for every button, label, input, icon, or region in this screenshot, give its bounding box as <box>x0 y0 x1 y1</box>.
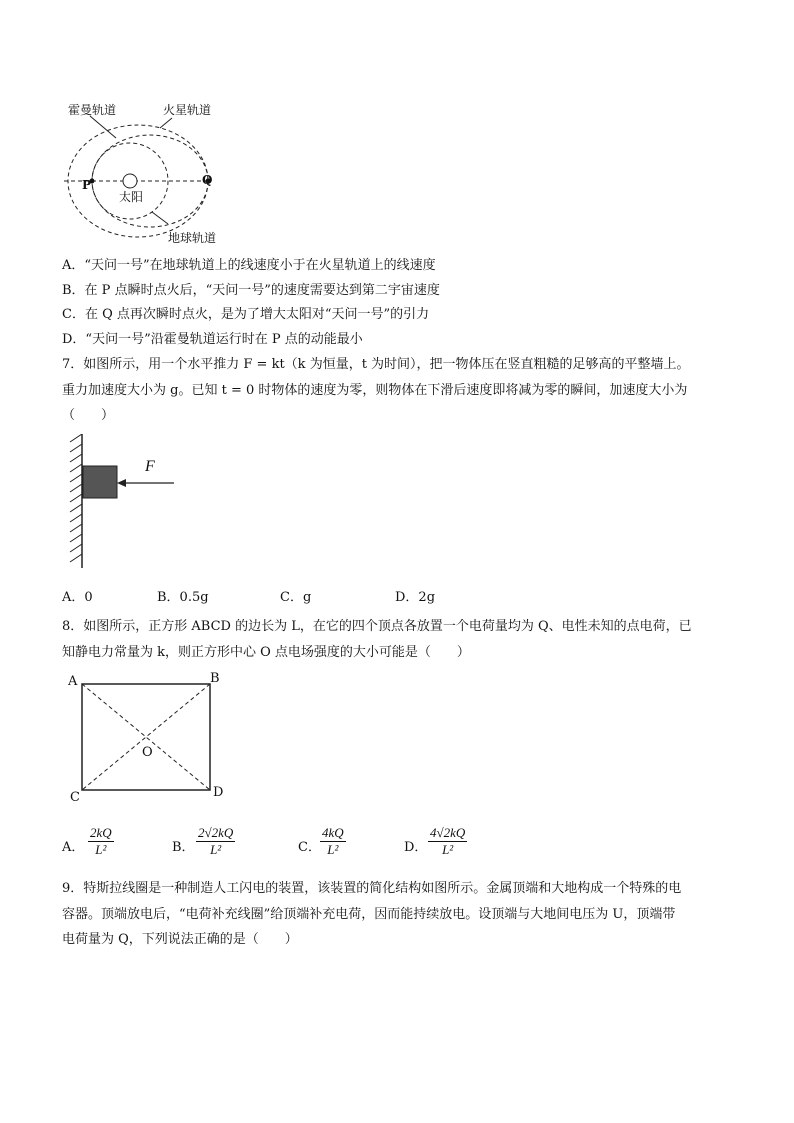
hohmann-orbit-label: 霍曼轨道 <box>68 103 117 117</box>
q8-option-c-denominator: L² <box>327 842 339 857</box>
q8-option-a-numerator: 2kQ <box>90 825 112 840</box>
q8-stem-line2: 知静电力常量为 k，则正方形中心 O 点电场强度的大小可能是（ ） <box>62 645 470 660</box>
force-arrow-head <box>117 479 126 487</box>
sun-label: 太阳 <box>119 190 144 204</box>
earth-orbit-label: 地球轨道 <box>168 231 217 245</box>
q9-stem-line3: 电荷量为 Q，下列说法正确的是（ ） <box>62 932 298 947</box>
mars-orbit-label: 火星轨道 <box>163 103 212 117</box>
q8-stem-line1: 8．如图所示，正方形 ABCD 的边长为 L，在它的四个顶点各放置一个电荷量均为 Q、电性未知的点电荷，已 <box>62 619 692 634</box>
q9-stem-line2: 容器。顶端放电后，“电荷补充线圈”给顶端补充电荷，因而能持续放电。设顶端与大地间电压为 U，顶端带 <box>62 907 676 922</box>
q6-option-d: D．“天问一号”沿霍曼轨道运行时在 P 点的动能最小 <box>62 332 363 347</box>
sun-circle <box>123 174 137 188</box>
q7-stem-line2: 重力加速度大小为 g。已知 t = 0 时物体的速度为零，则物体在下滑后速度即将减为零的瞬间，加速度大小为 <box>62 383 688 398</box>
q7-option-c: C．g <box>280 590 312 605</box>
hohmann-leader <box>90 116 116 138</box>
mars-leader <box>160 118 172 128</box>
q8-option-a-fraction <box>88 825 114 858</box>
q8-option-c-fraction <box>320 825 346 858</box>
center-o-label: O <box>142 745 153 760</box>
q9-stem-line1: 9．特斯拉线圈是一种制造人工闪电的装置，该装置的简化结构如图所示。金属顶端和大地构成一个特殊的电 <box>62 881 682 896</box>
q8-option-b-numerator: 2√2kQ <box>198 825 234 840</box>
q8-option-c-numerator: 4kQ <box>322 825 344 840</box>
vertex-a-label: A <box>68 674 78 689</box>
block <box>83 466 117 498</box>
q8-option-d-denominator: L² <box>442 842 454 857</box>
vertex-d-label: D <box>213 785 224 800</box>
q7-option-a: A．0 <box>62 590 93 605</box>
q8-option-a-letter: A． <box>62 840 85 855</box>
q7-option-b: B．0.5g <box>157 590 209 605</box>
force-label: F <box>145 458 155 475</box>
earth-leader <box>152 212 168 224</box>
orbit-diagram <box>60 98 240 246</box>
wall-block-diagram <box>66 434 186 568</box>
q7-option-d: D．2g <box>395 590 436 605</box>
q7-stem-line3: （ ） <box>62 408 115 423</box>
wall-hatch <box>70 434 82 562</box>
point-p-label: P <box>82 178 92 192</box>
q8-option-b-denominator: L² <box>210 842 222 857</box>
q8-option-b-letter: B． <box>172 840 195 855</box>
q7-stem-line1: 7．如图所示，用一个水平推力 F = kt（k 为恒量，t 为时间），把一物体压在竖直粗糙的足够高的平整墙上。 <box>62 357 690 372</box>
q6-option-a: A．“天问一号”在地球轨道上的线速度小于在火星轨道上的线速度 <box>62 258 436 273</box>
q6-option-b: B．在 P 点瞬时点火后，“天问一号”的速度需要达到第二宇宙速度 <box>62 283 440 298</box>
point-q-label: Q <box>202 173 213 187</box>
q8-option-d-fraction <box>428 825 467 858</box>
q6-option-c: C．在 Q 点再次瞬时点火，是为了增大太阳对“天问一号”的引力 <box>62 307 430 322</box>
q8-option-d-letter: D． <box>404 840 428 855</box>
q8-option-d-numerator: 4√2kQ <box>430 825 466 840</box>
q8-option-c-letter: C． <box>298 840 321 855</box>
vertex-c-label: C <box>70 790 80 805</box>
q8-option-a-denominator: L² <box>95 842 107 857</box>
q8-option-b-fraction <box>196 825 235 858</box>
square-diagram <box>80 682 212 794</box>
vertex-b-label: B <box>210 671 220 686</box>
